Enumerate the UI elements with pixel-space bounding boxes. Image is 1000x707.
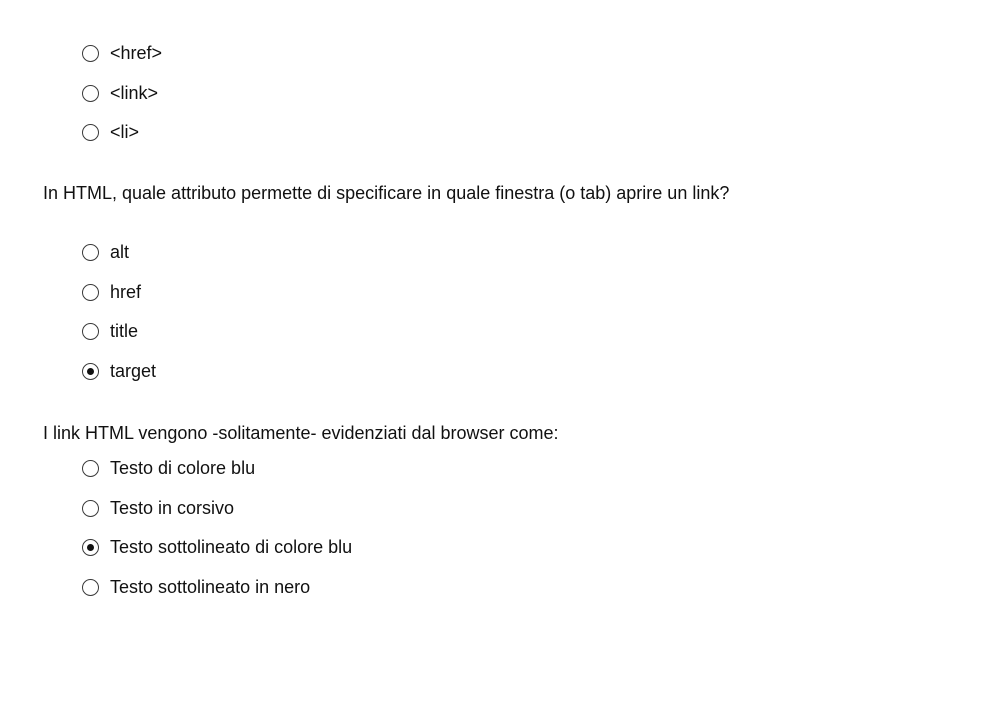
option-label: href xyxy=(110,282,142,302)
option-li-tag[interactable] xyxy=(82,121,139,143)
option-label: title xyxy=(110,321,139,341)
option-label: <link> xyxy=(110,83,159,103)
option-href-tag[interactable] xyxy=(82,42,162,64)
option-italic-text[interactable] xyxy=(82,497,234,519)
radio-button[interactable] xyxy=(82,500,99,517)
radio-button[interactable] xyxy=(82,85,99,102)
option-href[interactable] xyxy=(82,281,141,303)
radio-button-selected[interactable] xyxy=(82,539,99,556)
option-title[interactable] xyxy=(82,320,138,342)
radio-button[interactable] xyxy=(82,323,99,340)
option-alt[interactable] xyxy=(82,241,129,263)
option-label: <li> xyxy=(110,122,140,142)
option-target[interactable] xyxy=(82,360,156,382)
option-label: Testo sottolineato di colore blu xyxy=(110,537,353,557)
radio-button[interactable] xyxy=(82,579,99,596)
radio-button[interactable] xyxy=(82,460,99,477)
option-label: target xyxy=(110,361,157,381)
option-underlined-blue-text[interactable] xyxy=(82,536,352,558)
question-text-target-attribute: In HTML, quale attributo permette di specificare in quale finestra (o tab) aprire un link? xyxy=(43,183,730,203)
radio-button[interactable] xyxy=(82,124,99,141)
option-underlined-black-text[interactable] xyxy=(82,576,310,598)
option-label: Testo di colore blu xyxy=(110,458,256,478)
option-label: <href> xyxy=(110,43,163,63)
radio-button-selected[interactable] xyxy=(82,363,99,380)
option-label: Testo sottolineato in nero xyxy=(110,577,311,597)
option-link-tag[interactable] xyxy=(82,82,158,104)
option-label: Testo in corsivo xyxy=(110,498,235,518)
option-blue-text[interactable] xyxy=(82,457,255,479)
radio-button[interactable] xyxy=(82,244,99,261)
radio-button[interactable] xyxy=(82,45,99,62)
radio-button[interactable] xyxy=(82,284,99,301)
option-label: alt xyxy=(110,242,130,262)
question-text-link-style: I link HTML vengono -solitamente- evidenziati dal browser come: xyxy=(43,423,559,443)
